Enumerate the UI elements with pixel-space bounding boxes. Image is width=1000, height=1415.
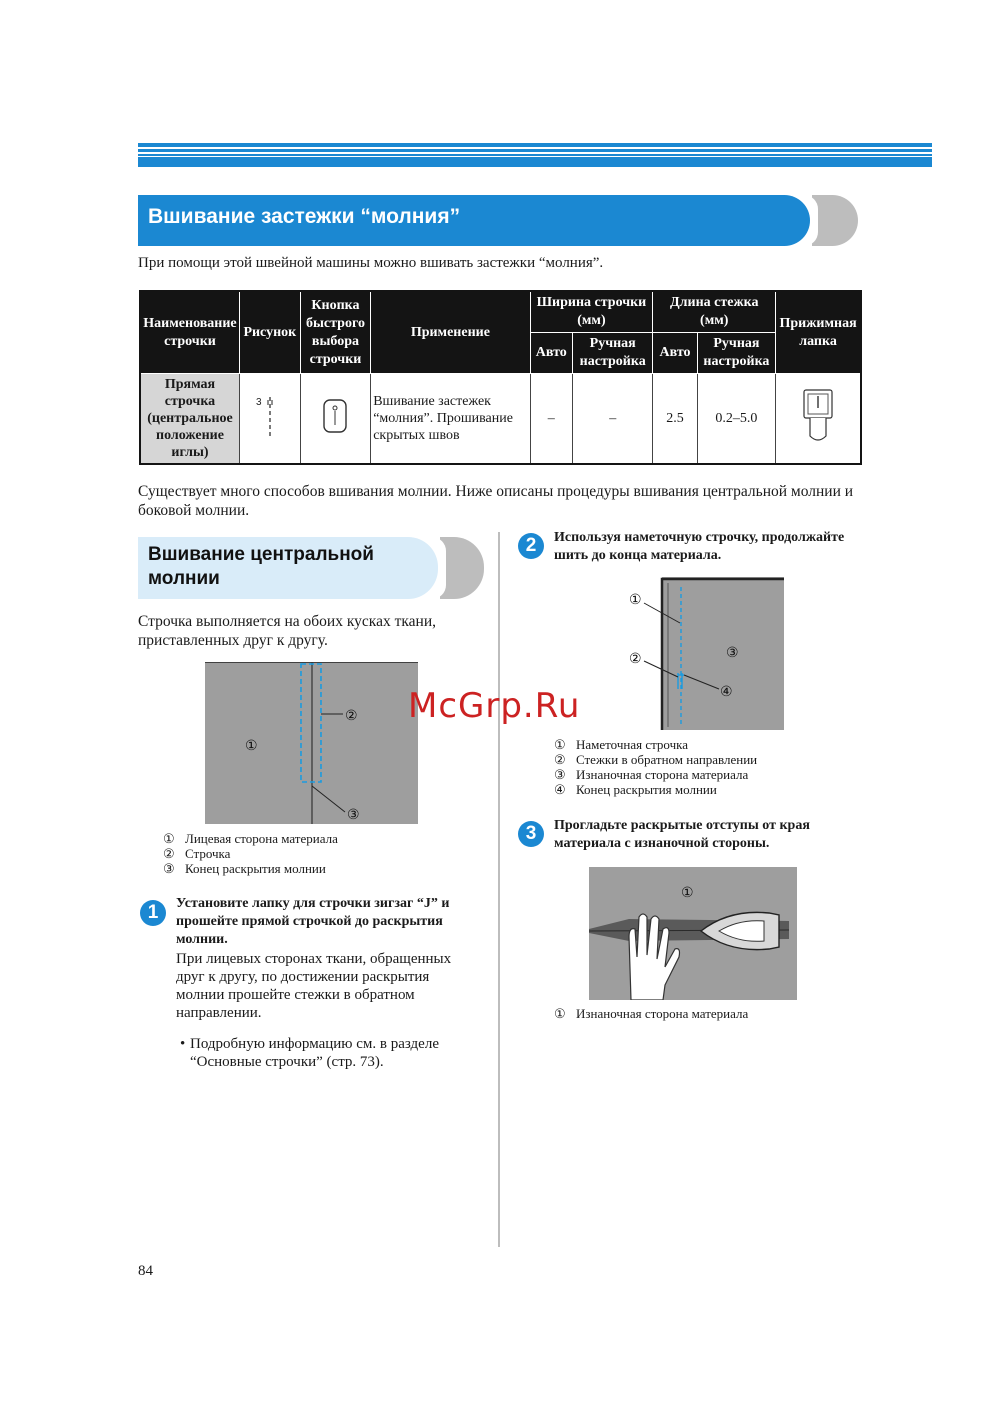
legend-item: ③ Изнаночная сторона материала: [554, 767, 749, 782]
legend-item: ② Стежки в обратном направлении: [554, 752, 758, 767]
th-foot: Прижимная лапка: [776, 291, 861, 374]
cell-foot: [776, 374, 861, 465]
th-length: Длина стежка (мм): [653, 291, 776, 333]
th-name: Наименование строчки: [140, 291, 239, 374]
page-number: 84: [138, 1263, 153, 1279]
presser-foot-icon: [798, 386, 838, 446]
right-legend-step3: [554, 1006, 748, 1021]
cell-width-manual: –: [573, 374, 653, 465]
step-2-title: Используя наметочную строчку, продолжайте шить до конца материала.: [554, 530, 845, 563]
sub-banner-tab: [440, 537, 484, 599]
fig2-label-3: ③: [726, 646, 739, 661]
legend-item: ③ Конец раскрытия молнии: [163, 861, 326, 876]
cell-application: Вшивание застежек “молния”. Прошивание скрытых швов: [371, 374, 530, 465]
th-length-auto: Авто: [653, 333, 697, 374]
th-pattern: Рисунок: [239, 291, 300, 374]
step-3-title: Прогладьте раскрытые отступы от края материала с изнаночной стороны.: [554, 818, 810, 851]
cell-quick-button: [300, 374, 371, 465]
th-width-auto: Авто: [530, 333, 573, 374]
section-title: Вшивание застежки “молния”: [148, 205, 461, 228]
step-2-number: 2: [518, 533, 544, 559]
fig3-label-1: ①: [681, 886, 694, 901]
th-width-manual: Ручная настройка: [573, 333, 653, 374]
banner-tab: [812, 195, 858, 246]
right-legend-step2: [554, 737, 757, 797]
fig-label-3: ③: [347, 808, 360, 823]
step-1-number: 1: [140, 900, 166, 926]
step-1-text: При лицевых сторонах ткани, обращенных друг к другу, по достижении раскрытия молнии прошейте стежки в обратном направлении.: [176, 951, 452, 1021]
stitch-table: [139, 290, 862, 465]
pattern-number: 3: [255, 397, 262, 408]
fig-label-1: ①: [245, 739, 258, 754]
fig2-label-1: ①: [629, 593, 642, 608]
fig2-label-4: ④: [720, 685, 733, 700]
column-divider: [498, 532, 500, 1247]
legend-item: ① Лицевая сторона материала: [163, 831, 338, 846]
subsection-title: Вшивание центральной молнии: [148, 544, 374, 589]
header-stripes: [138, 143, 932, 167]
legend-item: ④ Конец раскрытия молнии: [554, 782, 717, 797]
legend-item: ② Строчка: [163, 846, 231, 861]
watermark: McGrp.Ru: [408, 686, 581, 726]
legend-item: ① Наметочная строчка: [554, 737, 689, 752]
th-width: Ширина строчки (мм): [530, 291, 653, 333]
step-3-number: 3: [518, 821, 544, 847]
intro-text: При помощи этой швейной машины можно вшивать застежки “молния”.: [138, 255, 604, 271]
quick-select-button-icon: [321, 397, 349, 435]
cell-pattern: [239, 374, 300, 465]
step-1-bullet: • Подробную информацию см. в разделе “Основные строчки” (стр. 73).: [180, 1036, 439, 1070]
th-length-manual: Ручная настройка: [697, 333, 775, 374]
ironing-figure: [589, 867, 797, 1000]
th-application: Применение: [371, 291, 530, 374]
left-legend: [163, 831, 338, 876]
straight-stitch-pattern-icon: [250, 391, 290, 441]
body-text: Существует много способов вшивания молнии. Ниже описаны процедуры вшивания центральной молнии и боковой молнии.: [138, 483, 854, 519]
cell-width-auto: –: [530, 374, 573, 465]
legend-item: ① Изнаночная сторона материала: [554, 1006, 749, 1021]
cell-length-manual: 0.2–5.0: [697, 374, 775, 465]
basting-figure: [626, 577, 784, 730]
cell-stitch-name: Прямая строчка (центральное положение иглы): [140, 374, 239, 465]
cell-length-auto: 2.5: [653, 374, 697, 465]
th-quick-button: Кнопка быстрого выбора строчки: [300, 291, 371, 374]
fig2-label-2: ②: [629, 652, 642, 667]
subsection-desc: Строчка выполняется на обоих кусках ткани, приставленных друг к другу.: [138, 613, 437, 649]
center-zipper-figure: [205, 662, 418, 824]
step-1-title: Установите лапку для строчки зигзаг “J” и прошейте прямой строчкой до раскрытия молнии.: [176, 896, 450, 947]
fig-label-2: ②: [345, 709, 358, 724]
